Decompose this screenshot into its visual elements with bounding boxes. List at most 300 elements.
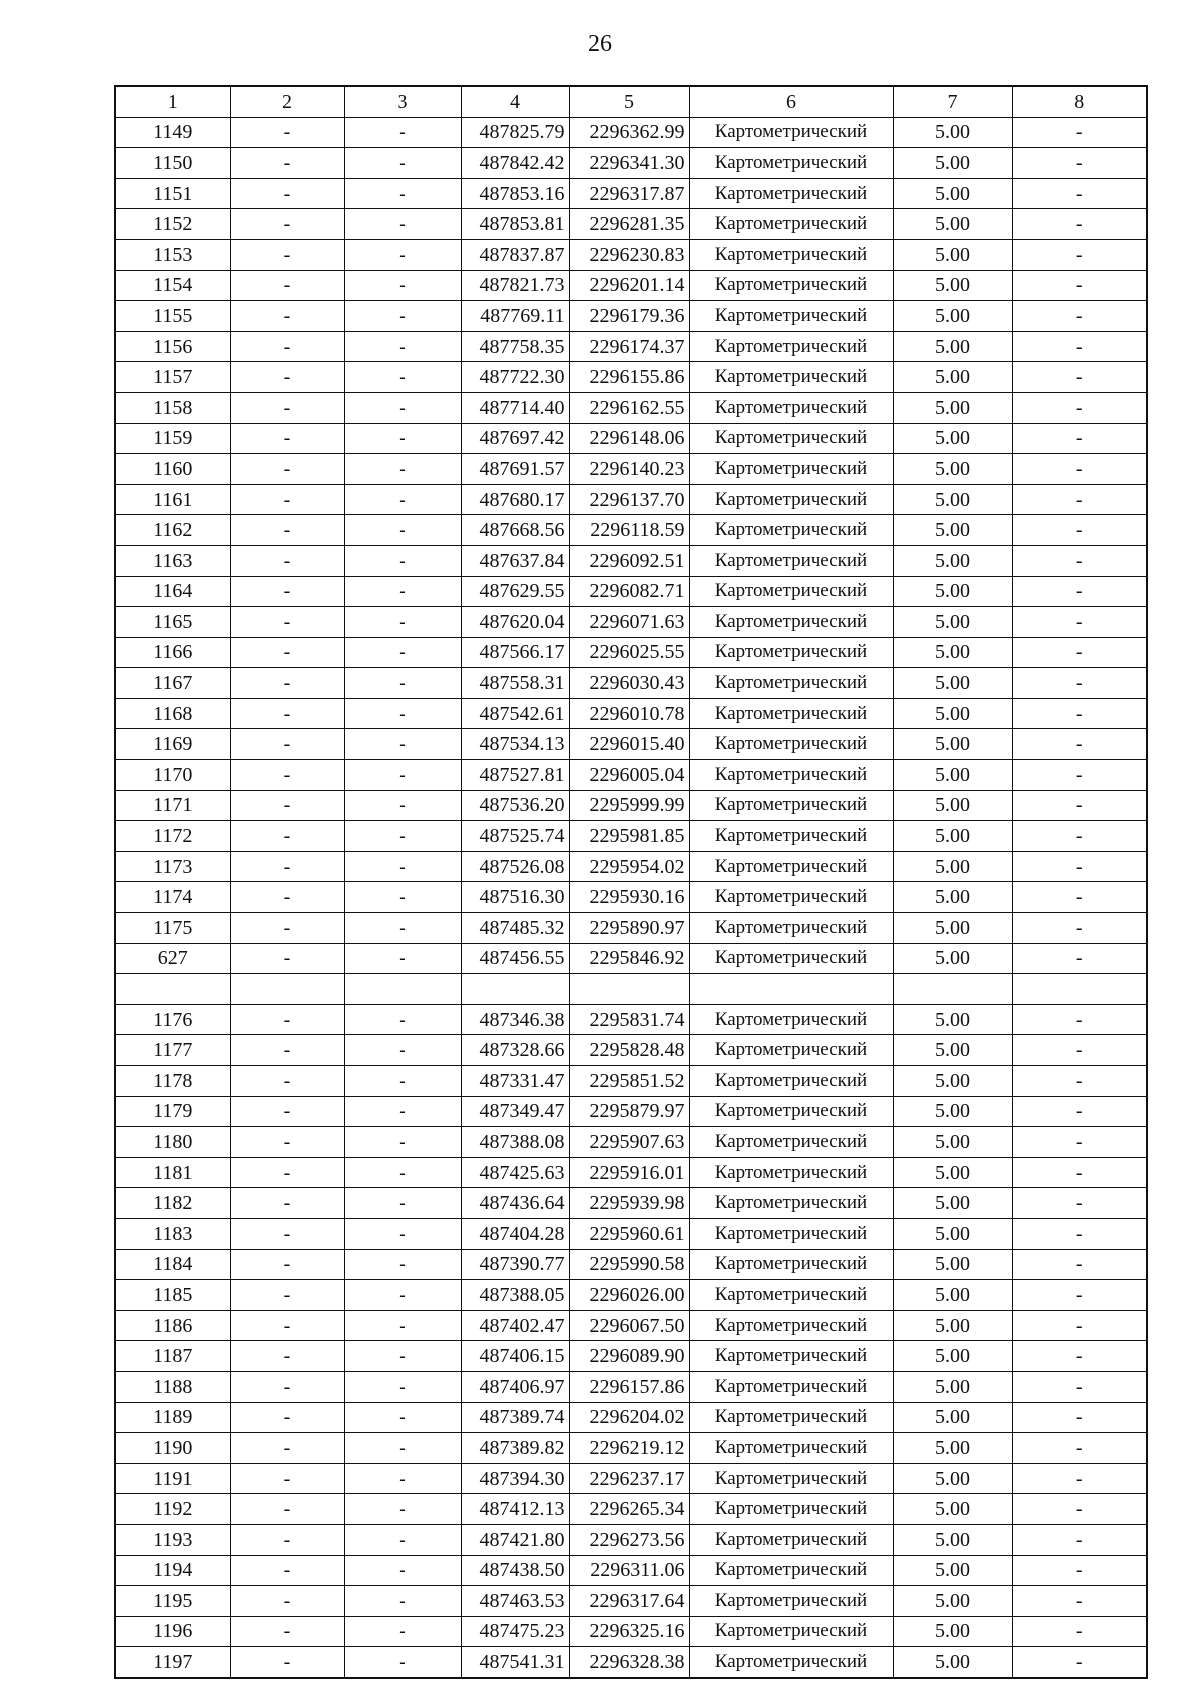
method-cell: Картометрический: [689, 1280, 893, 1311]
table-row: [115, 1035, 1147, 1066]
method-cell: Картометрический: [689, 545, 893, 576]
col2-cell: -: [230, 1157, 344, 1188]
column-header: 7: [893, 86, 1012, 117]
accuracy-cell: 5.00: [893, 821, 1012, 852]
col2-cell: -: [230, 1280, 344, 1311]
accuracy-cell: 5.00: [893, 1341, 1012, 1372]
table-row: [115, 760, 1147, 791]
method-cell: Картометрический: [689, 1066, 893, 1097]
col2-cell: -: [230, 1310, 344, 1341]
table-row: [115, 392, 1147, 423]
table-row: [115, 1341, 1147, 1372]
y-coordinate-cell: 2296067.50: [569, 1310, 689, 1341]
y-coordinate-cell: 2296204.02: [569, 1402, 689, 1433]
x-coordinate-cell: 487837.87: [461, 239, 569, 270]
point-number-cell: 1154: [115, 270, 230, 301]
table-row: [115, 1494, 1147, 1525]
column-header: 5: [569, 86, 689, 117]
y-coordinate-cell: 2296219.12: [569, 1433, 689, 1464]
accuracy-cell: 5.00: [893, 882, 1012, 913]
x-coordinate-cell: 487412.13: [461, 1494, 569, 1525]
method-cell: [689, 974, 893, 1005]
y-coordinate-cell: 2296157.86: [569, 1371, 689, 1402]
table-body: [115, 117, 1147, 1678]
col8-cell: -: [1012, 454, 1147, 485]
col8-cell: -: [1012, 1157, 1147, 1188]
col2-cell: -: [230, 1555, 344, 1586]
col3-cell: -: [344, 1555, 461, 1586]
table-row: [115, 1524, 1147, 1555]
method-cell: Картометрический: [689, 392, 893, 423]
col3-cell: -: [344, 1004, 461, 1035]
table-row: [115, 668, 1147, 699]
y-coordinate-cell: 2296265.34: [569, 1494, 689, 1525]
col2-cell: -: [230, 1035, 344, 1066]
point-number-cell: 1165: [115, 607, 230, 638]
y-coordinate-cell: 2296082.71: [569, 576, 689, 607]
col3-cell: -: [344, 515, 461, 546]
col2-cell: [230, 974, 344, 1005]
accuracy-cell: 5.00: [893, 301, 1012, 332]
table-row: [115, 698, 1147, 729]
method-cell: Картометрический: [689, 454, 893, 485]
x-coordinate-cell: 487541.31: [461, 1647, 569, 1678]
method-cell: Картометрический: [689, 178, 893, 209]
col3-cell: -: [344, 1157, 461, 1188]
col2-cell: -: [230, 790, 344, 821]
x-coordinate-cell: 487534.13: [461, 729, 569, 760]
col2-cell: -: [230, 1463, 344, 1494]
point-number-cell: 1156: [115, 331, 230, 362]
x-coordinate-cell: 487542.61: [461, 698, 569, 729]
x-coordinate-cell: 487691.57: [461, 454, 569, 485]
accuracy-cell: 5.00: [893, 1494, 1012, 1525]
point-number-cell: 1174: [115, 882, 230, 913]
col3-cell: -: [344, 760, 461, 791]
col8-cell: -: [1012, 1494, 1147, 1525]
point-number-cell: 1149: [115, 117, 230, 148]
y-coordinate-cell: 2296071.63: [569, 607, 689, 638]
point-number-cell: 1175: [115, 913, 230, 944]
x-coordinate-cell: 487842.42: [461, 148, 569, 179]
accuracy-cell: 5.00: [893, 760, 1012, 791]
col8-cell: -: [1012, 943, 1147, 974]
y-coordinate-cell: 2296137.70: [569, 484, 689, 515]
col8-cell: -: [1012, 1586, 1147, 1617]
method-cell: Картометрический: [689, 729, 893, 760]
table-row: [115, 270, 1147, 301]
col3-cell: -: [344, 1096, 461, 1127]
y-coordinate-cell: 2296026.00: [569, 1280, 689, 1311]
col2-cell: -: [230, 1249, 344, 1280]
y-coordinate-cell: 2296179.36: [569, 301, 689, 332]
point-number-cell: 1178: [115, 1066, 230, 1097]
table-row: [115, 729, 1147, 760]
col2-cell: -: [230, 484, 344, 515]
col3-cell: -: [344, 1280, 461, 1311]
x-coordinate-cell: 487485.32: [461, 913, 569, 944]
method-cell: Картометрический: [689, 270, 893, 301]
col3-cell: -: [344, 1371, 461, 1402]
point-number-cell: 1189: [115, 1402, 230, 1433]
method-cell: Картометрический: [689, 760, 893, 791]
col3-cell: -: [344, 882, 461, 913]
col2-cell: -: [230, 209, 344, 240]
col3-cell: -: [344, 454, 461, 485]
point-number-cell: 1187: [115, 1341, 230, 1372]
x-coordinate-cell: 487680.17: [461, 484, 569, 515]
col3-cell: -: [344, 1218, 461, 1249]
table-row: [115, 423, 1147, 454]
table-row: [115, 851, 1147, 882]
table-row: [115, 1096, 1147, 1127]
y-coordinate-cell: 2295939.98: [569, 1188, 689, 1219]
accuracy-cell: 5.00: [893, 607, 1012, 638]
x-coordinate-cell: 487406.97: [461, 1371, 569, 1402]
point-number-cell: 1181: [115, 1157, 230, 1188]
x-coordinate-cell: 487388.05: [461, 1280, 569, 1311]
column-header: 3: [344, 86, 461, 117]
y-coordinate-cell: 2296148.06: [569, 423, 689, 454]
x-coordinate-cell: 487516.30: [461, 882, 569, 913]
x-coordinate-cell: 487668.56: [461, 515, 569, 546]
accuracy-cell: 5.00: [893, 1647, 1012, 1678]
col8-cell: -: [1012, 1524, 1147, 1555]
y-coordinate-cell: 2295990.58: [569, 1249, 689, 1280]
col8-cell: -: [1012, 148, 1147, 179]
col3-cell: -: [344, 392, 461, 423]
col3-cell: -: [344, 1433, 461, 1464]
col3-cell: -: [344, 576, 461, 607]
method-cell: Картометрический: [689, 1127, 893, 1158]
x-coordinate-cell: 487436.64: [461, 1188, 569, 1219]
point-number-cell: 1185: [115, 1280, 230, 1311]
y-coordinate-cell: 2296174.37: [569, 331, 689, 362]
accuracy-cell: 5.00: [893, 392, 1012, 423]
col3-cell: -: [344, 1035, 461, 1066]
table-row: [115, 239, 1147, 270]
point-number-cell: 1171: [115, 790, 230, 821]
col2-cell: -: [230, 729, 344, 760]
table-row: [115, 790, 1147, 821]
accuracy-cell: 5.00: [893, 423, 1012, 454]
accuracy-cell: 5.00: [893, 1035, 1012, 1066]
col8-cell: -: [1012, 821, 1147, 852]
col3-cell: -: [344, 1249, 461, 1280]
col3-cell: [344, 974, 461, 1005]
col8-cell: -: [1012, 484, 1147, 515]
col2-cell: -: [230, 515, 344, 546]
col8-cell: -: [1012, 301, 1147, 332]
accuracy-cell: 5.00: [893, 668, 1012, 699]
point-number-cell: 1164: [115, 576, 230, 607]
accuracy-cell: 5.00: [893, 729, 1012, 760]
table-row: [115, 1310, 1147, 1341]
col8-cell: -: [1012, 1555, 1147, 1586]
method-cell: Картометрический: [689, 637, 893, 668]
col3-cell: -: [344, 790, 461, 821]
col8-cell: -: [1012, 1096, 1147, 1127]
point-number-cell: 1179: [115, 1096, 230, 1127]
col3-cell: -: [344, 913, 461, 944]
col8-cell: -: [1012, 117, 1147, 148]
col2-cell: -: [230, 851, 344, 882]
x-coordinate-cell: 487404.28: [461, 1218, 569, 1249]
x-coordinate-cell: 487394.30: [461, 1463, 569, 1494]
y-coordinate-cell: 2295954.02: [569, 851, 689, 882]
accuracy-cell: 5.00: [893, 178, 1012, 209]
col8-cell: -: [1012, 1371, 1147, 1402]
point-number-cell: 1160: [115, 454, 230, 485]
table-row: [115, 454, 1147, 485]
point-number-cell: 1176: [115, 1004, 230, 1035]
table-row: [115, 1249, 1147, 1280]
y-coordinate-cell: 2295890.97: [569, 913, 689, 944]
table-row: [115, 882, 1147, 913]
point-number-cell: 1194: [115, 1555, 230, 1586]
x-coordinate-cell: 487527.81: [461, 760, 569, 791]
x-coordinate-cell: 487637.84: [461, 545, 569, 576]
col3-cell: -: [344, 270, 461, 301]
accuracy-cell: 5.00: [893, 637, 1012, 668]
y-coordinate-cell: 2295831.74: [569, 1004, 689, 1035]
method-cell: Картометрический: [689, 821, 893, 852]
table-row: [115, 1004, 1147, 1035]
point-number-cell: 1170: [115, 760, 230, 791]
x-coordinate-cell: 487349.47: [461, 1096, 569, 1127]
table-row: [115, 1555, 1147, 1586]
table-row: [115, 1280, 1147, 1311]
accuracy-cell: [893, 974, 1012, 1005]
x-coordinate-cell: 487769.11: [461, 301, 569, 332]
col8-cell: -: [1012, 668, 1147, 699]
accuracy-cell: 5.00: [893, 1157, 1012, 1188]
col2-cell: -: [230, 239, 344, 270]
col2-cell: -: [230, 1586, 344, 1617]
col8-cell: -: [1012, 270, 1147, 301]
coordinates-table: [114, 85, 1148, 1679]
col8-cell: -: [1012, 729, 1147, 760]
accuracy-cell: 5.00: [893, 913, 1012, 944]
col8-cell: -: [1012, 698, 1147, 729]
column-header: 1: [115, 86, 230, 117]
table-row: [115, 821, 1147, 852]
col8-cell: -: [1012, 790, 1147, 821]
col8-cell: -: [1012, 331, 1147, 362]
y-coordinate-cell: 2296162.55: [569, 392, 689, 423]
method-cell: Картометрический: [689, 1249, 893, 1280]
method-cell: Картометрический: [689, 117, 893, 148]
y-coordinate-cell: 2296317.64: [569, 1586, 689, 1617]
accuracy-cell: 5.00: [893, 1555, 1012, 1586]
col8-cell: -: [1012, 1004, 1147, 1035]
col2-cell: -: [230, 392, 344, 423]
col2-cell: -: [230, 576, 344, 607]
x-coordinate-cell: 487697.42: [461, 423, 569, 454]
accuracy-cell: 5.00: [893, 1066, 1012, 1097]
y-coordinate-cell: 2296325.16: [569, 1616, 689, 1647]
method-cell: Картометрический: [689, 1616, 893, 1647]
y-coordinate-cell: 2295981.85: [569, 821, 689, 852]
col3-cell: -: [344, 1524, 461, 1555]
column-header: 2: [230, 86, 344, 117]
table-row: [115, 1402, 1147, 1433]
col3-cell: -: [344, 607, 461, 638]
method-cell: Картометрический: [689, 239, 893, 270]
col3-cell: -: [344, 209, 461, 240]
col3-cell: -: [344, 1402, 461, 1433]
x-coordinate-cell: 487620.04: [461, 607, 569, 638]
x-coordinate-cell: 487558.31: [461, 668, 569, 699]
col8-cell: -: [1012, 882, 1147, 913]
column-header: 8: [1012, 86, 1147, 117]
accuracy-cell: 5.00: [893, 1310, 1012, 1341]
method-cell: Картометрический: [689, 1035, 893, 1066]
col8-cell: -: [1012, 1616, 1147, 1647]
col2-cell: -: [230, 1433, 344, 1464]
point-number-cell: 1150: [115, 148, 230, 179]
table-row: [115, 1066, 1147, 1097]
point-number-cell: 1183: [115, 1218, 230, 1249]
col2-cell: -: [230, 882, 344, 913]
accuracy-cell: 5.00: [893, 1127, 1012, 1158]
method-cell: Картометрический: [689, 1402, 893, 1433]
accuracy-cell: 5.00: [893, 484, 1012, 515]
col2-cell: -: [230, 698, 344, 729]
accuracy-cell: 5.00: [893, 1218, 1012, 1249]
point-number-cell: 1162: [115, 515, 230, 546]
col8-cell: -: [1012, 576, 1147, 607]
col3-cell: -: [344, 117, 461, 148]
x-coordinate-cell: 487421.80: [461, 1524, 569, 1555]
col3-cell: -: [344, 729, 461, 760]
x-coordinate-cell: 487853.16: [461, 178, 569, 209]
y-coordinate-cell: 2296140.23: [569, 454, 689, 485]
accuracy-cell: 5.00: [893, 1004, 1012, 1035]
method-cell: Картометрический: [689, 607, 893, 638]
point-number-cell: 1191: [115, 1463, 230, 1494]
col2-cell: -: [230, 1218, 344, 1249]
column-header: 6: [689, 86, 893, 117]
col8-cell: -: [1012, 1280, 1147, 1311]
col8-cell: -: [1012, 760, 1147, 791]
accuracy-cell: 5.00: [893, 1371, 1012, 1402]
accuracy-cell: 5.00: [893, 1402, 1012, 1433]
table-row: [115, 178, 1147, 209]
table-row: [115, 1586, 1147, 1617]
point-number-cell: 1197: [115, 1647, 230, 1678]
col2-cell: -: [230, 943, 344, 974]
col2-cell: -: [230, 454, 344, 485]
point-number-cell: 1188: [115, 1371, 230, 1402]
col3-cell: -: [344, 148, 461, 179]
col3-cell: -: [344, 239, 461, 270]
accuracy-cell: 5.00: [893, 1249, 1012, 1280]
x-coordinate-cell: 487566.17: [461, 637, 569, 668]
col3-cell: -: [344, 1586, 461, 1617]
method-cell: Картометрический: [689, 515, 893, 546]
method-cell: Картометрический: [689, 423, 893, 454]
y-coordinate-cell: 2296030.43: [569, 668, 689, 699]
method-cell: Картометрический: [689, 882, 893, 913]
col2-cell: -: [230, 1341, 344, 1372]
col3-cell: -: [344, 943, 461, 974]
accuracy-cell: 5.00: [893, 545, 1012, 576]
y-coordinate-cell: 2296328.38: [569, 1647, 689, 1678]
col3-cell: -: [344, 1341, 461, 1372]
method-cell: Картометрический: [689, 1371, 893, 1402]
method-cell: Картометрический: [689, 1494, 893, 1525]
method-cell: Картометрический: [689, 1555, 893, 1586]
col3-cell: -: [344, 637, 461, 668]
point-number-cell: 1190: [115, 1433, 230, 1464]
point-number-cell: 1157: [115, 362, 230, 393]
col2-cell: -: [230, 331, 344, 362]
col8-cell: -: [1012, 607, 1147, 638]
col2-cell: -: [230, 668, 344, 699]
point-number-cell: 1158: [115, 392, 230, 423]
x-coordinate-cell: 487402.47: [461, 1310, 569, 1341]
col2-cell: -: [230, 760, 344, 791]
accuracy-cell: 5.00: [893, 362, 1012, 393]
col3-cell: -: [344, 1647, 461, 1678]
accuracy-cell: 5.00: [893, 454, 1012, 485]
point-number-cell: 1152: [115, 209, 230, 240]
col2-cell: -: [230, 1188, 344, 1219]
col2-cell: -: [230, 1524, 344, 1555]
table-row: [115, 1647, 1147, 1678]
point-number-cell: 1159: [115, 423, 230, 454]
point-number-cell: 1180: [115, 1127, 230, 1158]
point-number-cell: 1167: [115, 668, 230, 699]
col8-cell: -: [1012, 1433, 1147, 1464]
table-row: [115, 515, 1147, 546]
col8-cell: -: [1012, 1341, 1147, 1372]
col8-cell: -: [1012, 178, 1147, 209]
x-coordinate-cell: 487406.15: [461, 1341, 569, 1372]
accuracy-cell: 5.00: [893, 1616, 1012, 1647]
col3-cell: -: [344, 484, 461, 515]
col2-cell: -: [230, 545, 344, 576]
x-coordinate-cell: 487526.08: [461, 851, 569, 882]
x-coordinate-cell: 487456.55: [461, 943, 569, 974]
col8-cell: -: [1012, 1310, 1147, 1341]
column-header: 4: [461, 86, 569, 117]
accuracy-cell: 5.00: [893, 1096, 1012, 1127]
method-cell: Картометрический: [689, 1647, 893, 1678]
table-row: [115, 1433, 1147, 1464]
method-cell: Картометрический: [689, 1157, 893, 1188]
y-coordinate-cell: 2295916.01: [569, 1157, 689, 1188]
col2-cell: -: [230, 607, 344, 638]
accuracy-cell: 5.00: [893, 117, 1012, 148]
x-coordinate-cell: 487346.38: [461, 1004, 569, 1035]
point-number-cell: 1184: [115, 1249, 230, 1280]
col3-cell: -: [344, 1494, 461, 1525]
x-coordinate-cell: 487629.55: [461, 576, 569, 607]
accuracy-cell: 5.00: [893, 1586, 1012, 1617]
method-cell: Картометрический: [689, 362, 893, 393]
y-coordinate-cell: 2296155.86: [569, 362, 689, 393]
table-row: [115, 362, 1147, 393]
x-coordinate-cell: 487390.77: [461, 1249, 569, 1280]
y-coordinate-cell: 2296341.30: [569, 148, 689, 179]
method-cell: Картометрический: [689, 576, 893, 607]
table-row: [115, 484, 1147, 515]
col2-cell: -: [230, 1004, 344, 1035]
col8-cell: -: [1012, 545, 1147, 576]
col3-cell: -: [344, 331, 461, 362]
